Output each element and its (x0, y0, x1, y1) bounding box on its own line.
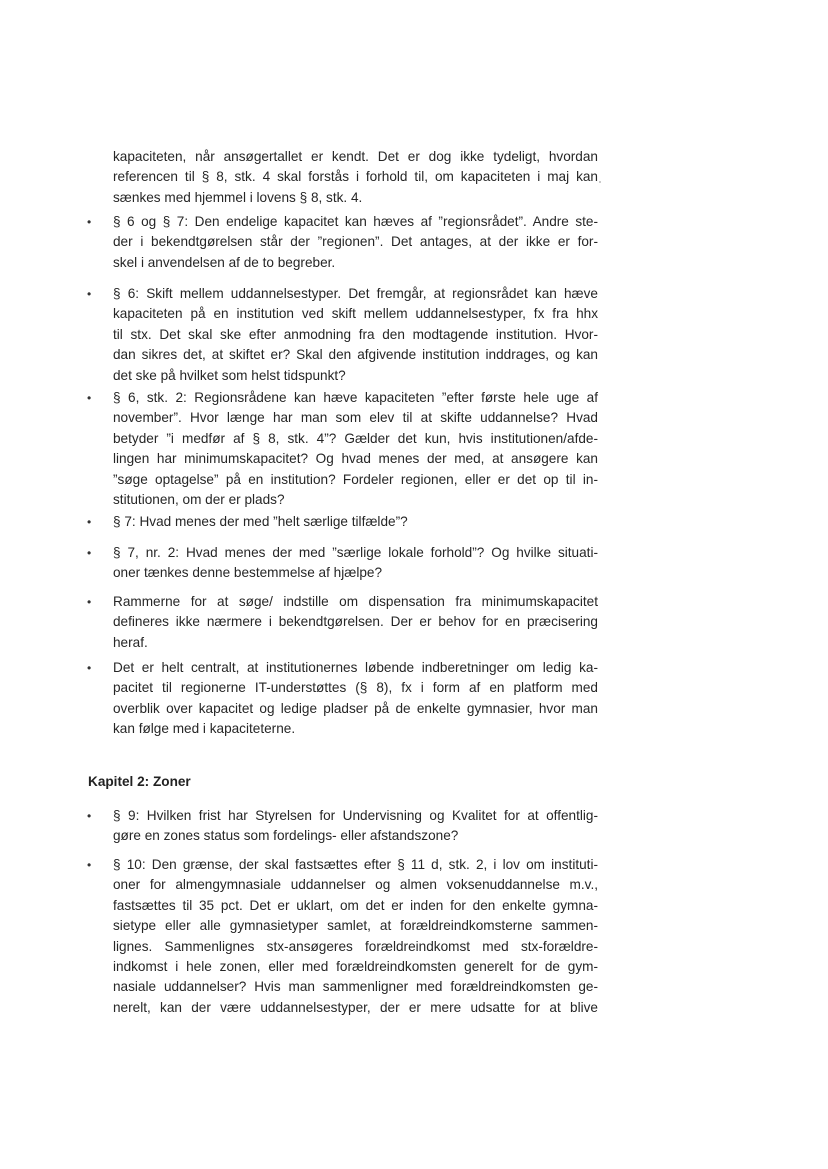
text-line: oner for almengymnasiale uddannelser og almen voksenuddannelse m.v., (113, 877, 598, 893)
text-line: sietype eller alle gymnasietyper samlet, at forældreindkomsterne sammen- (113, 918, 598, 934)
text-line: Rammerne for at søge/ indstille om dispensation fra minimumskapacitet (113, 594, 598, 609)
text-line: § 7, nr. 2: Hvad menes der med ”særlige lokale forhold”? Og hvilke situati- (113, 545, 598, 560)
section-heading: Kapitel 2: Zoner (88, 774, 191, 789)
bullet-item-skift-uddannelsestyper (113, 284, 598, 386)
text-line: heraf. (113, 634, 148, 650)
bullet-icon: • (87, 391, 92, 405)
bullet-icon: • (87, 215, 92, 229)
text-line: sænkes med hjemmel i lovens § 8, stk. 4. (113, 189, 363, 205)
bullet-icon: • (87, 515, 92, 529)
text-line: der i bekendtgørelsen står der ”regionen”. Det antages, at der ikke er for- (113, 234, 598, 250)
bullet-icon: • (87, 546, 92, 560)
bullet-icon: • (87, 661, 92, 675)
text-line: til stx. Det skal ske efter anmodning fra den modtagende institution. Hvor- (113, 326, 598, 342)
text-line: stitutionen, om der er plads? (113, 492, 285, 508)
intro-paragraph (113, 147, 598, 208)
text-line: oner tænkes denne bestemmelse af hjælpe? (113, 565, 383, 581)
text-line: § 10: Den grænse, der skal fastsættes efter § 11 d, stk. 2, i lov om instituti- (113, 857, 598, 872)
text-line: defineres ikke nærmere i bekendtgørelsen. Der er behov for en præcisering (113, 614, 598, 630)
bullet-item-dispensation (113, 592, 598, 653)
bullet-icon: • (87, 287, 92, 301)
bullet-icon: • (87, 595, 92, 609)
text-line: november”. Hvor længe har man som elev til at skifte uddannelse? Hvad (113, 410, 598, 426)
text-line: fastsættes til 35 pct. Det er uklart, om det er inden for den enkelte gymna- (113, 897, 598, 913)
bullet-item-graense-forældreindkomst (113, 855, 598, 1018)
text-line: lingen har minimumskapacitet? Og hvad menes der med, at ansøgere kan (113, 451, 598, 467)
scan-speck (599, 181, 601, 183)
text-line: kan følge med i kapaciteterne. (113, 721, 296, 737)
text-line: gøre en zones status som fordelings- eller afstandszone? (113, 828, 459, 844)
bullet-item-stk2-regionsraadene (113, 388, 598, 510)
text-line: dan sikres det, at skiftet er? Skal den afgivende institution inddrages, og kan (113, 347, 598, 363)
text-line: pacitet til regionerne IT-understøttes (§ 8), fx i form af en platform med (113, 680, 598, 696)
text-line: nerelt, kan der være uddannelsestyper, der er mere udsatte for at blive (113, 999, 598, 1015)
bullet-item-it-understoettelse (113, 658, 598, 740)
text-line: lignes. Sammenlignes stx-ansøgeres forældreindkomst med stx-forældre- (113, 938, 598, 954)
text-line: § 6, stk. 2: Regionsrådene kan hæve kapaciteten ”efter første hele uge af (113, 390, 598, 405)
text-line: § 6: Skift mellem uddannelsestyper. Det fremgår, at regionsrådet kan hæve (113, 286, 598, 301)
bullet-item-helt-saerlige-tilfaelde (113, 512, 598, 532)
bullet-item-regionsraadet (113, 212, 598, 273)
text-line: § 9: Hvilken frist har Styrelsen for Undervisning og Kvalitet for at offentlig- (113, 808, 598, 823)
text-line: referencen til § 8, stk. 4 skal forstås i forhold til, om kapaciteten i maj kan (113, 169, 598, 185)
text-line: kapaciteten, når ansøgertallet er kendt. Det er dog ikke tydeligt, hvordan (113, 149, 598, 164)
text-line: kapaciteten på en institution ved skift mellem uddannelsestyper, fx fra hhx (113, 306, 598, 322)
text-line: § 7: Hvad menes der med ”helt særlige tilfælde”? (113, 514, 408, 529)
text-line: ”søge optagelse” på en institution? Fordeler regionen, eller er det op til in- (113, 471, 598, 487)
text-line: Det er helt centralt, at institutionernes løbende indberetninger om ledig ka- (113, 660, 598, 675)
bullet-item-saerlige-lokale-forhold (113, 543, 598, 584)
text-line: skel i anvendelsen af de to begreber. (113, 254, 336, 270)
text-line: § 6 og § 7: Den endelige kapacitet kan hæves af ”regionsrådet”. Andre ste- (113, 214, 598, 229)
text-line: betyder ”i medfør af § 8, stk. 4”? Gælder det kun, hvis institutionen/afde- (113, 430, 598, 446)
bullet-item-frist-zonestatus (113, 806, 598, 847)
bullet-icon: • (87, 858, 92, 872)
text-line: overblik over kapacitet og ledige pladser på de enkelte gymnasier, hvor man (113, 700, 598, 716)
bullet-icon: • (87, 809, 92, 823)
text-line: nasiale uddannelser? Hvis man sammenligner med forældreindkomsten ge- (113, 979, 598, 995)
text-line: det ske på hvilket som helst tidspunkt? (113, 367, 346, 383)
text-line: indkomst i hele zonen, eller med forældreindkomsten generelt for de gym- (113, 959, 598, 975)
